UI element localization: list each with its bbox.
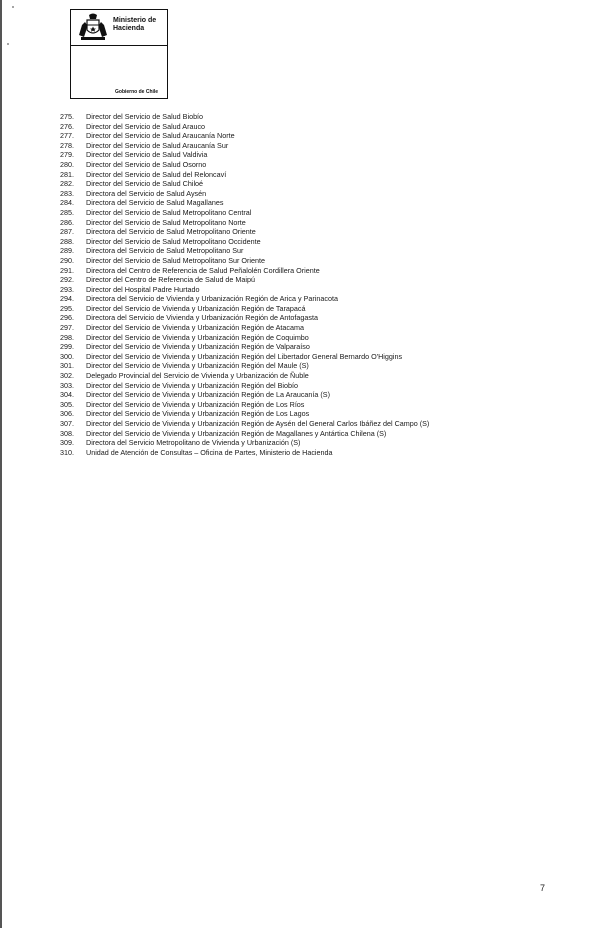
item-number: 283. (60, 188, 74, 198)
item-text: Director del Servicio de Vivienda y Urbanización Región de La Araucanía (S) (86, 390, 330, 400)
government-label: Gobierno de Chile (115, 89, 159, 95)
item-number: 275. (60, 112, 74, 121)
item-text: Director del Servicio de Salud del Reloncaví (86, 169, 227, 179)
item-text: Director del Servicio de Vivienda y Urbanización Región de Los Ríos (86, 399, 305, 409)
list-item (60, 189, 560, 199)
list-item (60, 150, 560, 160)
list-item (60, 313, 560, 323)
list-item (60, 361, 560, 371)
item-number: 294. (60, 294, 74, 304)
page-left-edge (0, 0, 2, 928)
ministry-line-1: Ministerio de (113, 17, 157, 24)
item-number: 276. (60, 121, 74, 131)
list-item (60, 227, 560, 237)
item-number: 303. (60, 380, 74, 390)
list-item (60, 342, 560, 352)
list-item (60, 429, 560, 439)
item-text: Director del Hospital Padre Hurtado (86, 284, 200, 294)
item-text: Directora del Servicio Metropolitano de Vivienda y Urbanización (S) (86, 438, 301, 448)
item-text: Director del Servicio de Vivienda y Urbanización Región del Biobío (86, 380, 299, 390)
item-number: 292. (60, 275, 74, 285)
list-item (60, 208, 560, 218)
list-item (60, 333, 560, 343)
list-item (60, 179, 560, 189)
item-text: Director del Centro de Referencia de Salud de Maipú (86, 275, 256, 285)
list-item (60, 448, 560, 458)
list-item (60, 266, 560, 276)
list-item (60, 390, 560, 400)
item-text: Directora del Centro de Referencia de Salud Peñalolén Cordillera Oriente (86, 265, 320, 275)
item-text: Directora del Servicio de Vivienda y Urbanización Región de Arica y Parinacota (86, 294, 338, 304)
item-text: Director del Servicio de Vivienda y Urbanización Región de Valparaíso (86, 342, 310, 352)
item-number: 278. (60, 140, 74, 150)
item-number: 300. (60, 351, 74, 361)
item-text: Directora del Servicio de Salud Metropolitano Oriente (86, 227, 256, 237)
list-item (60, 237, 560, 247)
item-text: Director del Servicio de Vivienda y Urbanización Región de Coquimbo (86, 332, 309, 342)
ministry-name (113, 17, 167, 33)
item-number: 296. (60, 313, 74, 323)
ministry-logo (70, 9, 168, 99)
item-number: 286. (60, 217, 74, 227)
list-item (60, 419, 560, 429)
list-item (60, 131, 560, 141)
list-item (60, 256, 560, 266)
item-text: Director del Servicio de Salud Metropolitano Occidente (86, 236, 261, 246)
list-item (60, 323, 560, 333)
list-item (60, 352, 560, 362)
item-text: Director del Servicio de Salud Valdivia (86, 150, 208, 160)
item-number: 284. (60, 198, 74, 208)
list-item (60, 304, 560, 314)
list-item (60, 275, 560, 285)
list-item (60, 438, 560, 448)
list-item (60, 371, 560, 381)
item-number: 282. (60, 179, 74, 189)
logo-header (71, 10, 167, 45)
list-item (60, 381, 560, 391)
item-number: 295. (60, 303, 74, 313)
item-text: Directora del Servicio de Salud Magallanes (86, 198, 224, 208)
item-number: 301. (60, 361, 74, 371)
list-item (60, 160, 560, 170)
item-text: Director del Servicio de Vivienda y Urbanización Región de Los Lagos (86, 409, 310, 419)
item-number: 287. (60, 227, 74, 237)
scan-speck (7, 43, 9, 45)
item-text: Director del Servicio de Vivienda y Urbanización Región de Tarapacá (86, 303, 306, 313)
list-item (60, 285, 560, 295)
item-number: 306. (60, 409, 74, 419)
item-number: 289. (60, 246, 74, 256)
item-text: Director del Servicio de Salud Chiloé (86, 179, 204, 189)
item-text: Director del Servicio de Salud Metropolitano Norte (86, 217, 246, 227)
item-text: Directora del Servicio de Salud Aysén (86, 188, 207, 198)
item-number: 290. (60, 255, 74, 265)
item-text: Director del Servicio de Salud Metropolitano Sur Oriente (86, 255, 265, 265)
list-item (60, 400, 560, 410)
item-text: Director del Servicio de Vivienda y Urbanización Región de Atacama (86, 323, 305, 333)
item-number: 309. (60, 438, 74, 448)
item-number: 305. (60, 399, 74, 409)
item-number: 281. (60, 169, 74, 179)
item-text: Delegado Provincial del Servicio de Vivienda y Urbanización de Ñuble (86, 371, 309, 381)
item-text: Director del Servicio de Vivienda y Urbanización Región del Maule (S) (86, 361, 309, 371)
list-item (60, 112, 560, 122)
page-number: 7 (540, 883, 546, 893)
item-text: Directora del Servicio de Vivienda y Urbanización Región de Antofagasta (86, 313, 318, 323)
item-number: 293. (60, 284, 74, 294)
list-item (60, 218, 560, 228)
item-text: Director del Servicio de Salud Osorno (86, 159, 207, 169)
item-text: Director del Servicio de Vivienda y Urbanización Región del Libertador General Bernardo O'Higgins (86, 351, 403, 361)
list-item (60, 294, 560, 304)
item-number: 291. (60, 265, 74, 275)
item-text: Unidad de Atención de Consultas – Oficina de Partes, Ministerio de Hacienda (86, 447, 333, 457)
item-text: Director del Servicio de Salud Arauco (86, 121, 206, 131)
item-number: 288. (60, 236, 74, 246)
scan-speck (12, 6, 14, 8)
list-item (60, 122, 560, 132)
chile-coat-of-arms-icon (77, 13, 109, 42)
item-text: Director del Servicio de Salud Araucanía Sur (86, 140, 229, 150)
item-text: Director del Servicio de Vivienda y Urbanización Región de Magallanes y Antártica Chilena (S) (86, 428, 387, 438)
item-number: 304. (60, 390, 74, 400)
item-number: 307. (60, 419, 74, 428)
list-item (60, 198, 560, 208)
ministry-line-2: Hacienda (113, 25, 145, 32)
item-number: 280. (60, 159, 74, 169)
item-number: 310. (60, 447, 74, 457)
item-text: Director del Servicio de Vivienda y Urbanización Región de Aysén del General Carlos Ibáñez del Campo (S) (86, 419, 430, 428)
list-item (60, 141, 560, 151)
item-number: 298. (60, 332, 74, 342)
item-text: Directora del Servicio de Salud Metropolitano Sur (86, 246, 244, 256)
item-number: 279. (60, 150, 74, 160)
recipient-list (60, 112, 560, 457)
list-item (60, 246, 560, 256)
logo-divider (71, 45, 167, 46)
item-text: Director del Servicio de Salud Biobío (86, 112, 204, 121)
item-number: 299. (60, 342, 74, 352)
list-item (60, 409, 560, 419)
item-number: 277. (60, 131, 74, 141)
item-number: 302. (60, 371, 74, 381)
item-number: 308. (60, 428, 74, 438)
item-text: Director del Servicio de Salud Metropolitano Central (86, 207, 252, 217)
item-number: 297. (60, 323, 74, 333)
item-number: 285. (60, 207, 74, 217)
item-text: Director del Servicio de Salud Araucanía Norte (86, 131, 235, 141)
list-item (60, 170, 560, 180)
